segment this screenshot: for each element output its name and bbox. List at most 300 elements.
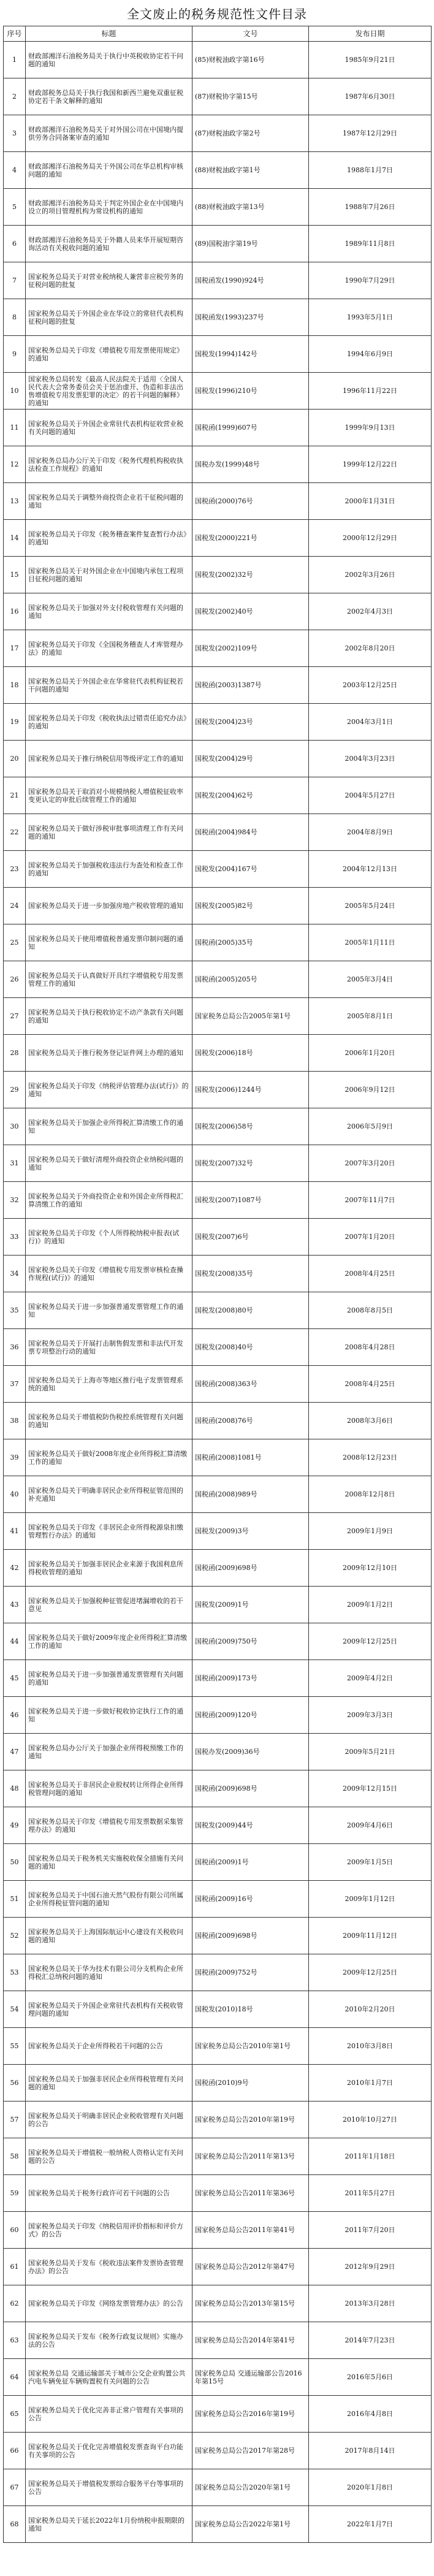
row-document-number: 国税函(2009)1号 xyxy=(192,1844,309,1881)
table-row xyxy=(4,851,432,888)
row-index: 10 xyxy=(4,373,26,410)
row-release-date: 1999年9月13日 xyxy=(309,410,432,446)
row-title: 国家税务总局关于增值税发票综合服务平台等事项的公告 xyxy=(26,2469,192,2506)
row-release-date: 1993年5月1日 xyxy=(309,299,432,336)
row-title: 国家税务总局 交通运输部关于城市公交企业购置公共汽电车辆免征车辆购置税有关问题的公告 xyxy=(26,2359,192,2396)
row-title: 国家税务总局关于华为技术有限公司分支机构企业所得税汇总纳税问题的通知 xyxy=(26,1954,192,1991)
row-release-date: 2008年12月23日 xyxy=(309,1439,432,1476)
row-document-number: 国税发(2002)40号 xyxy=(192,593,309,630)
table-row xyxy=(4,2469,432,2506)
table-row xyxy=(4,2322,432,2359)
row-title: 国家税务总局关于外国企业常驻代表机构有关税收管理问题的通知 xyxy=(26,1991,192,2028)
table-row xyxy=(4,1145,432,1182)
table-row xyxy=(4,373,432,410)
row-release-date: 2008年8月5日 xyxy=(309,1292,432,1329)
table-row xyxy=(4,1918,432,1954)
row-document-number: 国税函(1999)607号 xyxy=(192,410,309,446)
row-document-number: 国家税务总局公告2016年第19号 xyxy=(192,2396,309,2433)
row-document-number: (87)财税协字第15号 xyxy=(192,78,309,115)
row-document-number: 国税发(2000)221号 xyxy=(192,520,309,557)
header-row xyxy=(4,26,432,42)
table-row xyxy=(4,1403,432,1439)
table-row xyxy=(4,888,432,924)
row-title: 国家税务总局关于增值税防伪税控系统管理有关问题的通知 xyxy=(26,1403,192,1439)
row-title: 国家税务总局关于上海国际航运中心建设有关税收问题的通知 xyxy=(26,1918,192,1954)
row-index: 53 xyxy=(4,1954,26,1991)
row-release-date: 2008年4月28日 xyxy=(309,1329,432,1366)
row-release-date: 2003年12月25日 xyxy=(309,667,432,704)
row-title: 国家税务总局关于印发《个人所得税纳税申报表(试行)》的通知 xyxy=(26,1219,192,1256)
table-row xyxy=(4,1513,432,1550)
table-row xyxy=(4,704,432,741)
row-index: 47 xyxy=(4,1734,26,1770)
row-document-number: 国税发(2006)58号 xyxy=(192,1108,309,1145)
row-title: 国家税务总局关于延长2022年1月份纳税申报期限的通知 xyxy=(26,2506,192,2543)
row-index: 57 xyxy=(4,2102,26,2138)
row-index: 63 xyxy=(4,2322,26,2359)
row-document-number: 国税发(2008)80号 xyxy=(192,1292,309,1329)
row-index: 5 xyxy=(4,189,26,226)
row-index: 11 xyxy=(4,410,26,446)
row-release-date: 1988年7月26日 xyxy=(309,189,432,226)
row-release-date: 2009年12月25日 xyxy=(309,1954,432,1991)
row-document-number: 国税函(2005)205号 xyxy=(192,961,309,998)
row-index: 49 xyxy=(4,1807,26,1844)
row-release-date: 2008年12月8日 xyxy=(309,1476,432,1513)
table-row xyxy=(4,1734,432,1770)
row-release-date: 2002年3月26日 xyxy=(309,557,432,593)
row-document-number: 国家税务总局公告2005年第1号 xyxy=(192,998,309,1035)
row-title: 财政部湘洋石油税务局关于外籍人员来华开展短期咨询活动有关税收问题的通知 xyxy=(26,226,192,262)
row-document-number: 国税函(2008)989号 xyxy=(192,1476,309,1513)
row-document-number: 国税发(2004)62号 xyxy=(192,777,309,814)
table-row xyxy=(4,2028,432,2065)
row-document-number: 国税函(2009)698号 xyxy=(192,1770,309,1807)
table-row xyxy=(4,1219,432,1256)
table-row xyxy=(4,777,432,814)
table-row xyxy=(4,1366,432,1403)
row-title: 国家税务总局关于明确非居民企业税收管理有关问题的公告 xyxy=(26,2102,192,2138)
row-document-number: 国税发(2004)23号 xyxy=(192,704,309,741)
row-release-date: 1989年11月8日 xyxy=(309,226,432,262)
row-release-date: 2009年1月2日 xyxy=(309,1587,432,1623)
page-title: 全文废止的税务规范性文件目录 xyxy=(127,7,307,21)
row-title: 国家税务总局关于印发《税收执法过错责任追究办法》的通知 xyxy=(26,704,192,741)
row-release-date: 2005年8月1日 xyxy=(309,998,432,1035)
row-index: 18 xyxy=(4,667,26,704)
row-title: 国家税务总局关于对营业税纳税人兼营非应税劳务的征税问题的批复 xyxy=(26,262,192,299)
row-title: 国家税务总局关于明确非居民企业所得税征管范围的补充通知 xyxy=(26,1476,192,1513)
table-row xyxy=(4,2285,432,2322)
row-document-number: 国家税务总局公告2013年第15号 xyxy=(192,2285,309,2322)
row-index: 68 xyxy=(4,2506,26,2543)
row-title: 国家税务总局转发《最高人民法院关于适用〈全国人民代表大会常务委员会关于惩治虚开、伪造和非法出售增值税专用发票犯罪的决定〉的若干问题的解释》的通知 xyxy=(26,373,192,410)
row-index: 36 xyxy=(4,1329,26,1366)
table-row xyxy=(4,78,432,115)
row-document-number: 国税函(2003)1387号 xyxy=(192,667,309,704)
row-document-number: 国税发(2009)3号 xyxy=(192,1513,309,1550)
row-index: 16 xyxy=(4,593,26,630)
row-index: 31 xyxy=(4,1145,26,1182)
row-title: 国家税务总局关于推行纳税信用等级评定工作的通知 xyxy=(26,741,192,777)
row-document-number: 国税发(2004)29号 xyxy=(192,741,309,777)
row-document-number: 国税函(2009)698号 xyxy=(192,1918,309,1954)
row-title: 国家税务总局关于进一步加强普通发票管理工作的通知 xyxy=(26,1292,192,1329)
row-title: 国家税务总局关于优化完善非正常户管理有关事项的公告 xyxy=(26,2396,192,2433)
row-document-number: 国家税务总局公告2012年第47号 xyxy=(192,2249,309,2285)
row-release-date: 2017年8月14日 xyxy=(309,2433,432,2469)
row-document-number: (87)财税油政字第2号 xyxy=(192,115,309,152)
table-row xyxy=(4,2212,432,2249)
row-document-number: 国税发(2004)167号 xyxy=(192,851,309,888)
row-document-number: 国税函(2009)752号 xyxy=(192,1954,309,1991)
row-document-number: 国税函(2000)76号 xyxy=(192,483,309,520)
table-row xyxy=(4,2433,432,2469)
row-document-number: 国税函(2009)120号 xyxy=(192,1697,309,1734)
table-row xyxy=(4,1697,432,1734)
table-row xyxy=(4,1439,432,1476)
header-title: 标题 xyxy=(26,26,192,42)
row-document-number: 国家税务总局公告2017年第28号 xyxy=(192,2433,309,2469)
table-row xyxy=(4,2138,432,2175)
row-title: 国家税务总局关于加强对外支付税收管理有关问题的通知 xyxy=(26,593,192,630)
row-document-number: 国税发(2006)1244号 xyxy=(192,1072,309,1108)
row-title: 国家税务总局关于取消对小规模纳税人增值税征收率变更认定的审批后续管理工作的通知 xyxy=(26,777,192,814)
row-document-number: 国税发(2008)40号 xyxy=(192,1329,309,1366)
row-document-number: 国税发(2007)1087号 xyxy=(192,1182,309,1219)
row-release-date: 2009年12月10日 xyxy=(309,1550,432,1587)
row-release-date: 2004年3月23日 xyxy=(309,741,432,777)
row-release-date: 2009年1月12日 xyxy=(309,1881,432,1918)
table-row xyxy=(4,741,432,777)
row-title: 国家税务总局关于对外国企业在中国境内承包工程项目征税问题的通知 xyxy=(26,557,192,593)
row-release-date: 2002年4月3日 xyxy=(309,593,432,630)
row-release-date: 2006年9月12日 xyxy=(309,1072,432,1108)
row-release-date: 2004年3月1日 xyxy=(309,704,432,741)
row-index: 3 xyxy=(4,115,26,152)
row-title: 国家税务总局关于税务行政许可若干问题的公告 xyxy=(26,2175,192,2212)
row-release-date: 2000年12月29日 xyxy=(309,520,432,557)
row-document-number: 国家税务总局公告2011年第13号 xyxy=(192,2138,309,2175)
row-index: 48 xyxy=(4,1770,26,1807)
row-release-date: 2006年5月9日 xyxy=(309,1108,432,1145)
row-index: 35 xyxy=(4,1292,26,1329)
row-title: 国家税务总局关于外商投资企业和外国企业所得税汇算清缴工作的通知 xyxy=(26,1182,192,1219)
row-index: 7 xyxy=(4,262,26,299)
row-document-number: 国税函发(1993)237号 xyxy=(192,299,309,336)
table-row xyxy=(4,1329,432,1366)
row-document-number: 国税函(2008)1081号 xyxy=(192,1439,309,1476)
row-index: 46 xyxy=(4,1697,26,1734)
row-title: 国家税务总局关于印发《增值税专用发票审核检查操作规程(试行)》的通知 xyxy=(26,1256,192,1292)
row-index: 43 xyxy=(4,1587,26,1623)
row-index: 65 xyxy=(4,2396,26,2433)
row-document-number: 国家税务总局 交通运输部公告2016年第15号 xyxy=(192,2359,309,2396)
row-title: 国家税务总局关于印发《非居民企业所得税源泉扣缴管理暂行办法》的通知 xyxy=(26,1513,192,1550)
row-index: 44 xyxy=(4,1623,26,1660)
table-row xyxy=(4,998,432,1035)
row-release-date: 2000年1月31日 xyxy=(309,483,432,520)
row-release-date: 2006年1月20日 xyxy=(309,1035,432,1072)
row-release-date: 1999年12月22日 xyxy=(309,446,432,483)
row-index: 24 xyxy=(4,888,26,924)
row-release-date: 2010年1月7日 xyxy=(309,2065,432,2102)
table-row xyxy=(4,667,432,704)
row-index: 25 xyxy=(4,924,26,961)
row-index: 64 xyxy=(4,2359,26,2396)
row-index: 29 xyxy=(4,1072,26,1108)
row-index: 54 xyxy=(4,1991,26,2028)
row-release-date: 2020年1月8日 xyxy=(309,2469,432,2506)
row-release-date: 2010年2月20日 xyxy=(309,1991,432,2028)
table-row xyxy=(4,1844,432,1881)
row-document-number: (88)财税油政字第13号 xyxy=(192,189,309,226)
row-index: 67 xyxy=(4,2469,26,2506)
row-title: 国家税务总局关于做好涉税审批事项清理工作有关问题的通知 xyxy=(26,814,192,851)
row-title: 财政部湘洋石油税务局关于外国公司在华总机构审核问题的通知 xyxy=(26,152,192,189)
row-release-date: 2009年11月12日 xyxy=(309,1918,432,1954)
row-release-date: 2005年5月24日 xyxy=(309,888,432,924)
row-release-date: 1987年6月30日 xyxy=(309,78,432,115)
table-row xyxy=(4,924,432,961)
row-document-number: 国税函(2009)698号 xyxy=(192,1550,309,1587)
row-title: 国家税务总局关于加强企业所得税汇算清缴工作的通知 xyxy=(26,1108,192,1145)
table-row xyxy=(4,262,432,299)
row-title: 国家税务总局关于印发《纳税评估管理办法(试行)》的通知 xyxy=(26,1072,192,1108)
row-index: 42 xyxy=(4,1550,26,1587)
row-document-number: 国税办发(1999)48号 xyxy=(192,446,309,483)
row-title: 财政部湘洋石油税务局关于判定外国企业在中国境内设立的项目管理机构为常设机构的通知 xyxy=(26,189,192,226)
row-release-date: 2011年1月18日 xyxy=(309,2138,432,2175)
row-index: 27 xyxy=(4,998,26,1035)
table-row xyxy=(4,1072,432,1108)
table-body xyxy=(4,42,432,2543)
row-document-number: 国家税务总局公告2011年第36号 xyxy=(192,2175,309,2212)
row-document-number: 国家税务总局公告2011年第41号 xyxy=(192,2212,309,2249)
row-index: 40 xyxy=(4,1476,26,1513)
row-release-date: 2002年8月20日 xyxy=(309,630,432,667)
row-document-number: 国税函发(1990)924号 xyxy=(192,262,309,299)
row-index: 8 xyxy=(4,299,26,336)
row-index: 59 xyxy=(4,2175,26,2212)
row-index: 51 xyxy=(4,1881,26,1918)
row-title: 国家税务总局关于进一步加强普通发票管理有关问题的通知 xyxy=(26,1660,192,1697)
row-title: 国家税务总局关于执行税收协定不动产条款有关问题的通知 xyxy=(26,998,192,1035)
row-release-date: 2022年1月7日 xyxy=(309,2506,432,2543)
row-release-date: 2009年4月6日 xyxy=(309,1807,432,1844)
row-title: 国家税务总局关于进一步加强房地产税收管理的通知 xyxy=(26,888,192,924)
table-row xyxy=(4,2102,432,2138)
table-row xyxy=(4,1587,432,1623)
row-index: 52 xyxy=(4,1918,26,1954)
table-row xyxy=(4,336,432,373)
row-index: 6 xyxy=(4,226,26,262)
row-title: 财政部湘洋石油税务局关于对外国公司在中国境内提供劳务合同备案审查的通知 xyxy=(26,115,192,152)
row-document-number: 国税发(1994)142号 xyxy=(192,336,309,373)
row-index: 45 xyxy=(4,1660,26,1697)
table-row xyxy=(4,961,432,998)
row-index: 26 xyxy=(4,961,26,998)
table-row xyxy=(4,1476,432,1513)
row-index: 41 xyxy=(4,1513,26,1550)
table-row xyxy=(4,1550,432,1587)
row-release-date: 2009年1月5日 xyxy=(309,1844,432,1881)
row-index: 32 xyxy=(4,1182,26,1219)
row-release-date: 2012年9月29日 xyxy=(309,2249,432,2285)
table-row xyxy=(4,1660,432,1697)
row-title: 财政部税务总局关于执行我国和新西兰避免双重征税协定若干条文解释的通知 xyxy=(26,78,192,115)
row-release-date: 2005年1月11日 xyxy=(309,924,432,961)
table-row xyxy=(4,1954,432,1991)
row-index: 4 xyxy=(4,152,26,189)
row-title: 国家税务总局关于加强非居民企业所得税管理有关问题的通知 xyxy=(26,2065,192,2102)
header-index: 序号 xyxy=(4,26,26,42)
row-release-date: 2009年12月25日 xyxy=(309,1623,432,1660)
row-title: 国家税务总局关于外国企业常驻代表机构征收营业税有关问题的通知 xyxy=(26,410,192,446)
header-document-number: 文号 xyxy=(192,26,309,42)
table-row xyxy=(4,410,432,446)
row-title: 国家税务总局关于上海市等地区推行电子发票管理系统的通知 xyxy=(26,1366,192,1403)
row-index: 2 xyxy=(4,78,26,115)
row-document-number: (89)国税油字第19号 xyxy=(192,226,309,262)
row-document-number: 国家税务总局公告2020年第1号 xyxy=(192,2469,309,2506)
row-title: 国家税务总局关于印发《全国税务稽查人才库管理办法》的通知 xyxy=(26,630,192,667)
row-release-date: 2016年5月6日 xyxy=(309,2359,432,2396)
table-row xyxy=(4,1108,432,1145)
row-document-number: 国税函(2008)76号 xyxy=(192,1403,309,1439)
row-index: 56 xyxy=(4,2065,26,2102)
row-title: 国家税务总局关于印发《税务稽查案件复查暂行办法》的通知 xyxy=(26,520,192,557)
row-release-date: 1988年1月7日 xyxy=(309,152,432,189)
row-title: 国家税务总局关于企业所得税若干问题的公告 xyxy=(26,2028,192,2065)
row-release-date: 2009年5月21日 xyxy=(309,1734,432,1770)
row-document-number: 国家税务总局公告2010年第19号 xyxy=(192,2102,309,2138)
table-row xyxy=(4,42,432,78)
row-release-date: 2009年3月3日 xyxy=(309,1697,432,1734)
row-index: 61 xyxy=(4,2249,26,2285)
row-release-date: 2004年8月9日 xyxy=(309,814,432,851)
row-release-date: 1987年12月29日 xyxy=(309,115,432,152)
row-index: 60 xyxy=(4,2212,26,2249)
table-row xyxy=(4,189,432,226)
row-document-number: 国税办发(2009)36号 xyxy=(192,1734,309,1770)
row-title: 国家税务总局关于开展打击制售假发票和非法代开发票专项整治行动的通知 xyxy=(26,1329,192,1366)
row-index: 14 xyxy=(4,520,26,557)
table-row xyxy=(4,1256,432,1292)
row-document-number: 国税发(2009)1号 xyxy=(192,1587,309,1623)
row-title: 国家税务总局关于外国企业在华常驻代表机构征税若干问题的通知 xyxy=(26,667,192,704)
row-index: 17 xyxy=(4,630,26,667)
table-row xyxy=(4,2359,432,2396)
table-row xyxy=(4,1770,432,1807)
row-release-date: 2009年1月9日 xyxy=(309,1513,432,1550)
row-index: 15 xyxy=(4,557,26,593)
table-row xyxy=(4,1991,432,2028)
row-release-date: 2004年12月13日 xyxy=(309,851,432,888)
row-document-number: (88)财税油政字第1号 xyxy=(192,152,309,189)
row-release-date: 2008年3月6日 xyxy=(309,1403,432,1439)
catalog-table xyxy=(3,26,432,2543)
row-title: 国家税务总局关于发布《税务行政复议规则》实施办法的公告 xyxy=(26,2322,192,2359)
row-index: 1 xyxy=(4,42,26,78)
row-index: 20 xyxy=(4,741,26,777)
row-index: 33 xyxy=(4,1219,26,1256)
row-title: 国家税务总局关于做好清理外商投资企业纳税问题的通知 xyxy=(26,1145,192,1182)
table-row xyxy=(4,630,432,667)
row-release-date: 2010年10月27日 xyxy=(309,2102,432,2138)
table-row xyxy=(4,2506,432,2543)
row-index: 9 xyxy=(4,336,26,373)
row-document-number: 国税函(2004)984号 xyxy=(192,814,309,851)
row-release-date: 2010年3月8日 xyxy=(309,2028,432,2065)
table-row xyxy=(4,557,432,593)
row-index: 66 xyxy=(4,2433,26,2469)
row-release-date: 2008年4月25日 xyxy=(309,1256,432,1292)
row-index: 22 xyxy=(4,814,26,851)
row-title: 国家税务总局关于进一步做好税收协定执行工作的通知 xyxy=(26,1697,192,1734)
table-row xyxy=(4,446,432,483)
row-release-date: 2011年7月20日 xyxy=(309,2212,432,2249)
row-release-date: 2016年4月8日 xyxy=(309,2396,432,2433)
header-release-date: 发布日期 xyxy=(309,26,432,42)
row-document-number: 国税函(2008)363号 xyxy=(192,1366,309,1403)
row-document-number: 国税发(2002)109号 xyxy=(192,630,309,667)
row-document-number: 国税发(1996)210号 xyxy=(192,373,309,410)
row-release-date: 2008年4月25日 xyxy=(309,1366,432,1403)
row-title: 国家税务总局关于印发《纳税信用评价指标和评价方式》的公告 xyxy=(26,2212,192,2249)
row-document-number: 国税发(2010)18号 xyxy=(192,1991,309,2028)
row-document-number: 国税函(2005)35号 xyxy=(192,924,309,961)
row-document-number: 国税发(2002)32号 xyxy=(192,557,309,593)
row-release-date: 2014年7月23日 xyxy=(309,2322,432,2359)
row-document-number: 国家税务总局公告2014年第41号 xyxy=(192,2322,309,2359)
row-title: 国家税务总局关于做好2009年度企业所得税汇算清缴工作的通知 xyxy=(26,1623,192,1660)
table-row xyxy=(4,814,432,851)
row-release-date: 1990年7月29日 xyxy=(309,262,432,299)
row-release-date: 2009年4月2日 xyxy=(309,1660,432,1697)
row-index: 23 xyxy=(4,851,26,888)
table-row xyxy=(4,152,432,189)
table-row xyxy=(4,2175,432,2212)
row-release-date: 2009年12月15日 xyxy=(309,1770,432,1807)
table-row xyxy=(4,1881,432,1918)
row-index: 39 xyxy=(4,1439,26,1476)
row-title: 国家税务总局关于推行税务登记证件网上办理的通知 xyxy=(26,1035,192,1072)
row-index: 12 xyxy=(4,446,26,483)
row-index: 58 xyxy=(4,2138,26,2175)
row-index: 21 xyxy=(4,777,26,814)
row-release-date: 2007年3月20日 xyxy=(309,1145,432,1182)
row-title: 财政部湘洋石油税务局关于执行中英税收协定若干问题的通知 xyxy=(26,42,192,78)
row-title: 国家税务总局关于外国企业在华设立的常驻代表机构征税问题的批复 xyxy=(26,299,192,336)
row-release-date: 2011年5月27日 xyxy=(309,2175,432,2212)
table-row xyxy=(4,115,432,152)
row-index: 38 xyxy=(4,1403,26,1439)
row-title: 国家税务总局关于做好2008年度企业所得税汇算清缴工作的通知 xyxy=(26,1439,192,1476)
row-document-number: 国税发(2007)32号 xyxy=(192,1145,309,1182)
row-title: 国家税务总局关于印发《网络发票管理办法》的公告 xyxy=(26,2285,192,2322)
row-title: 国家税务总局关于调整外商投资企业若干征税问题的通知 xyxy=(26,483,192,520)
table-row xyxy=(4,1807,432,1844)
row-title: 国家税务总局关于印发《增值税专用发票使用规定》的通知 xyxy=(26,336,192,373)
row-index: 19 xyxy=(4,704,26,741)
row-index: 62 xyxy=(4,2285,26,2322)
row-index: 34 xyxy=(4,1256,26,1292)
row-title: 国家税务总局关于使用增值税普通发票印制问题的通知 xyxy=(26,924,192,961)
row-title: 国家税务总局关于税务机关实施税收保全措施有关问题的通知 xyxy=(26,1844,192,1881)
row-document-number: 国税发(2006)18号 xyxy=(192,1035,309,1072)
row-title: 国家税务总局关于中国石油天然气股份有限公司所属企业所得税征管问题的通知 xyxy=(26,1881,192,1918)
